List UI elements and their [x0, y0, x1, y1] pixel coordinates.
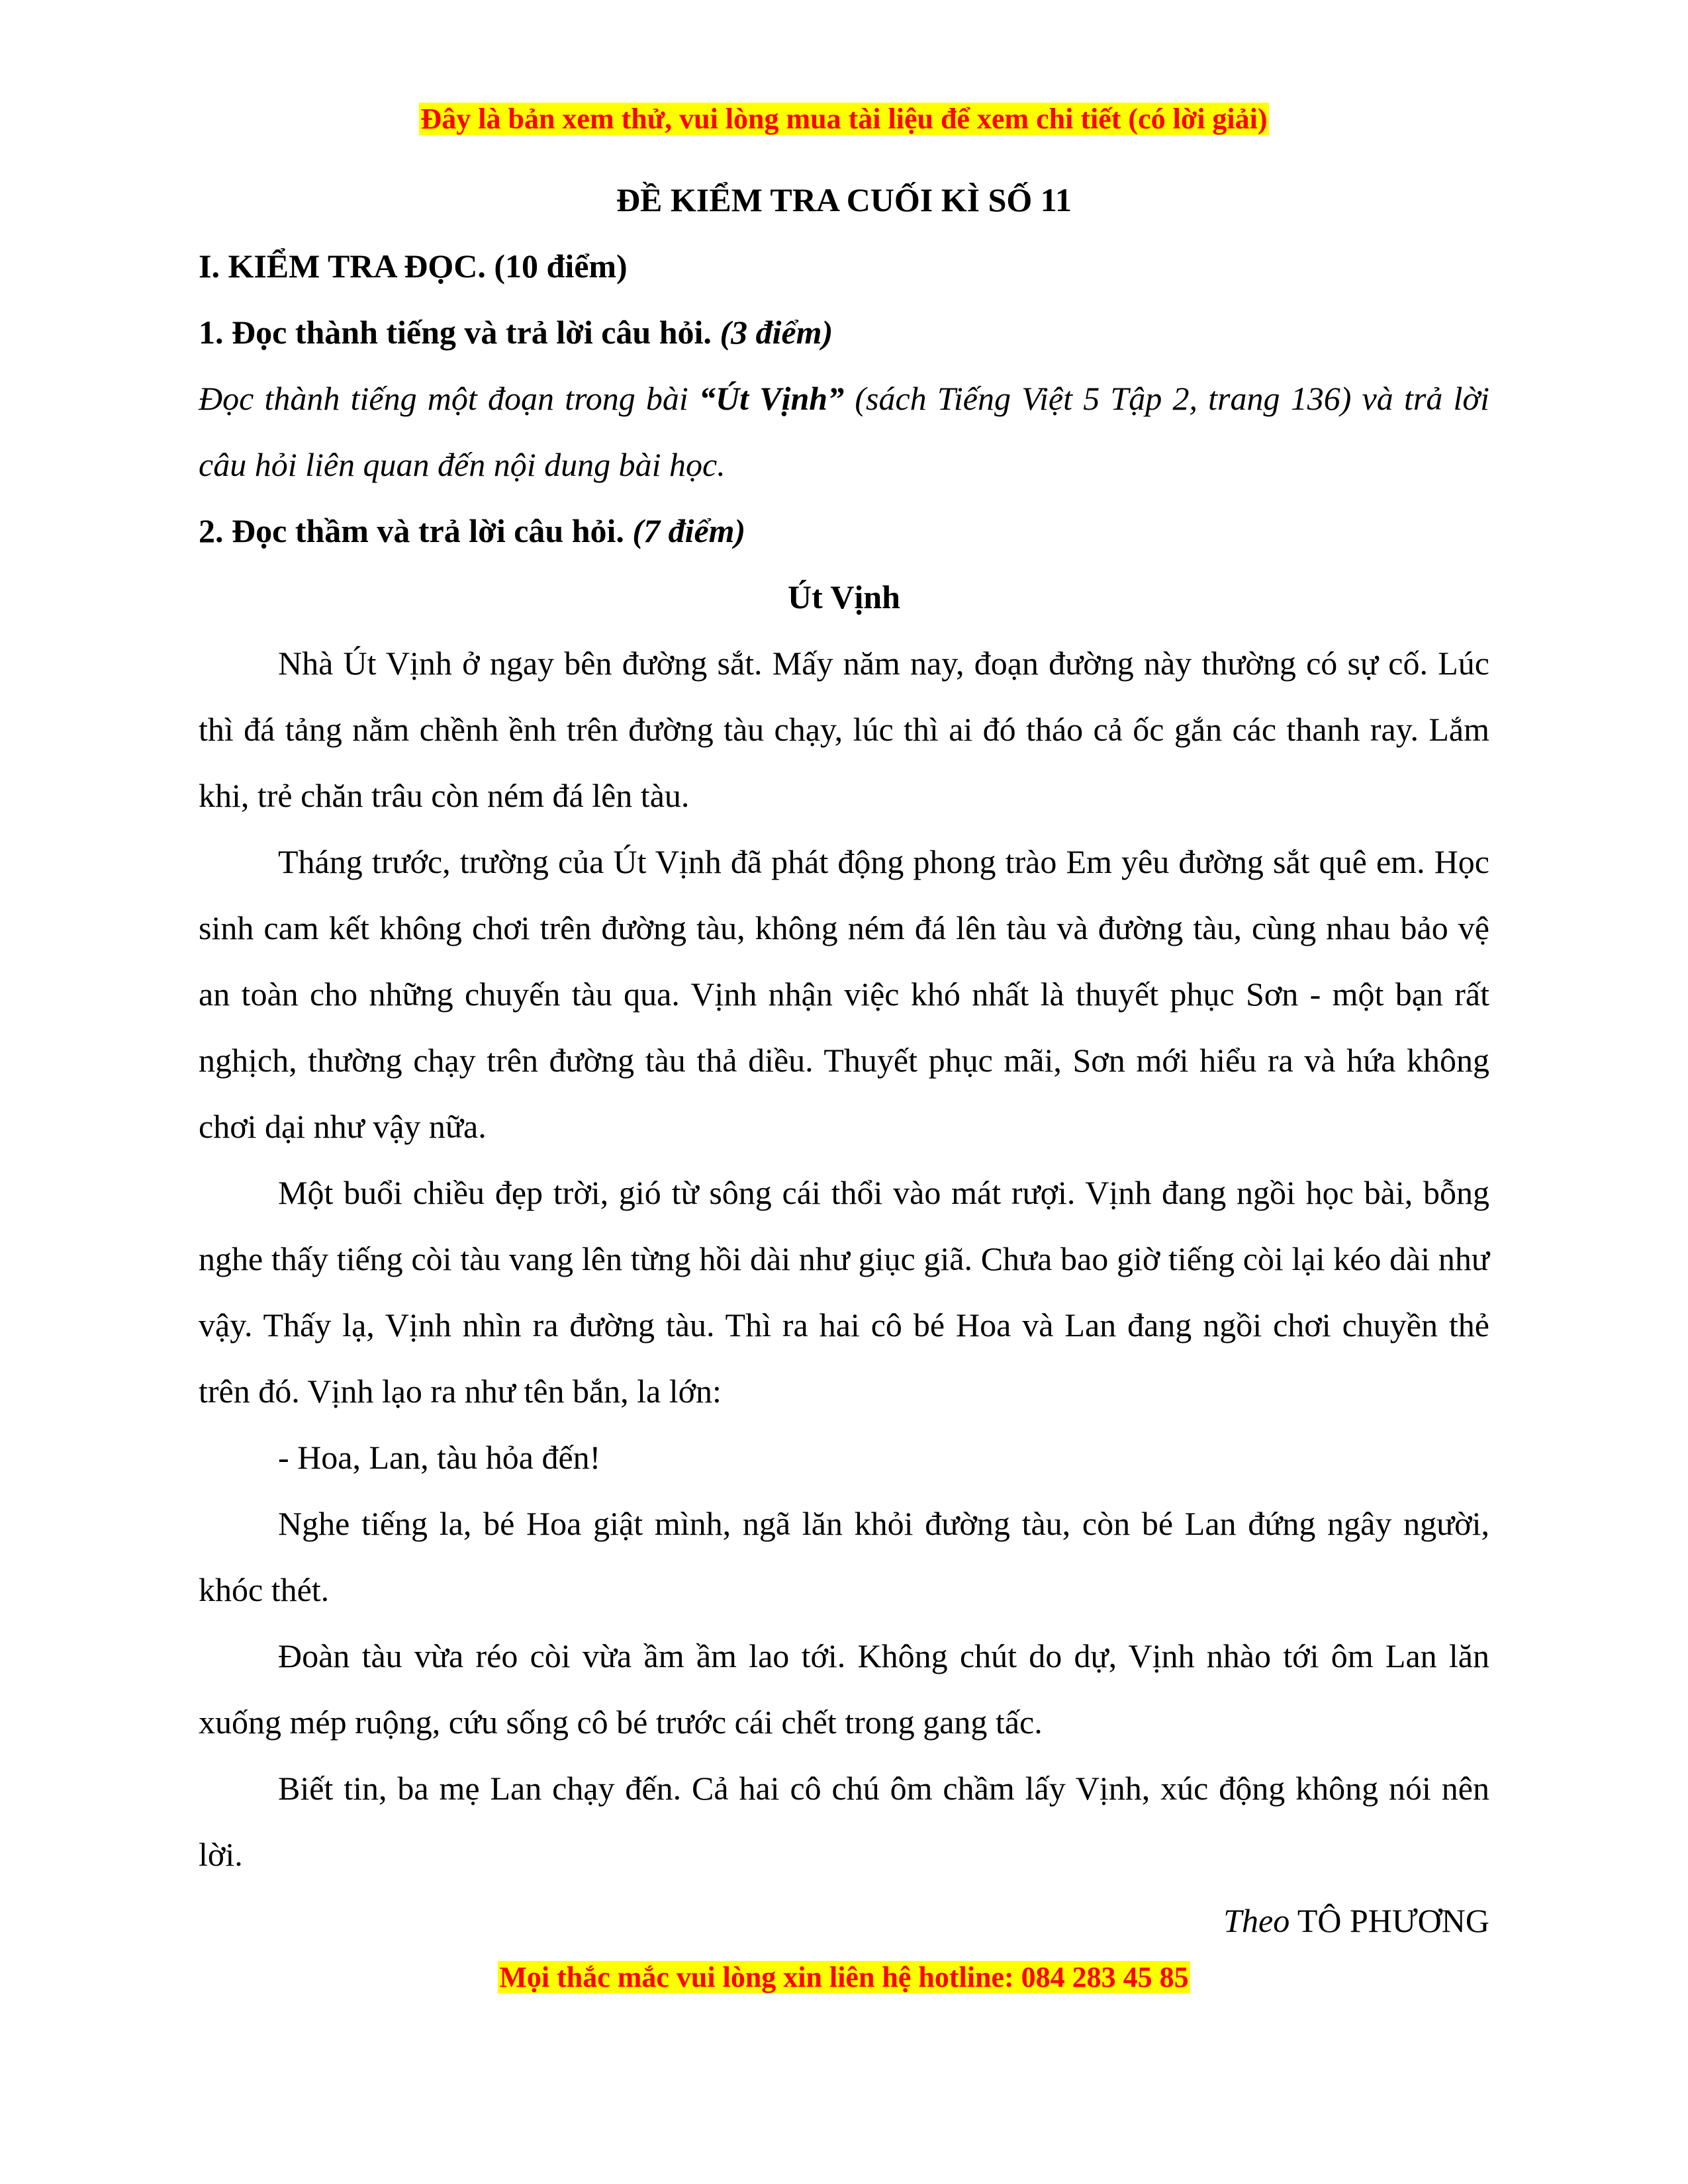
document-page [199, 99, 1489, 1997]
preview-notice-text: Đây là bản xem thử, vui lòng mua tài liệu để xem chi tiết (có lời giải) [420, 103, 1268, 135]
story-paragraph: Nghe tiếng la, bé Hoa giật mình, ngã lăn khỏi đường tàu, còn bé Lan đứng ngây người, khóc thét. [199, 1505, 1489, 1608]
hotline-notice-text: Mọi thắc mắc vui lòng xin liên hệ hotline: 084 283 45 85 [499, 1961, 1189, 1993]
story-paragraph: Biết tin, ba mẹ Lan chạy đến. Cả hai cô chú ôm chầm lấy Vịnh, xúc động không nói nên lời. [199, 1770, 1489, 1873]
exam-title: ĐỀ KIỂM TRA CUỐI KÌ SỐ 11 [616, 181, 1072, 218]
part-1-heading-text: 1. Đọc thành tiếng và trả lời câu hỏi. [199, 314, 712, 351]
hotline-notice [199, 1958, 1489, 1997]
part-1-instruction [199, 365, 1489, 498]
story-dialogue: - Hoa, Lan, tàu hỏa đến! [278, 1439, 601, 1476]
part-1-heading [199, 299, 1489, 365]
story-paragraph: Một buổi chiều đẹp trời, gió từ sông cái thổi vào mát rượi. Vịnh đang ngồi học bài, bỗng nghe thấy tiếng còi tàu vang lên từng hồi dài như giục giã. Chưa bao giờ tiếng còi lại kéo dài như vậy. Thấy lạ, Vịnh nhìn ra đường tàu. Thì ra hai cô bé Hoa và Lan đang ngồi chơi chuyền thẻ trên đó. Vịnh lạo ra như tên bắn, la lớn: [199, 1174, 1489, 1410]
section-reading-heading: I. KIỂM TRA ĐỌC. (10 điểm) [199, 248, 628, 285]
story-paragraph: Nhà Út Vịnh ở ngay bên đường sắt. Mấy năm nay, đoạn đường này thường có sự cố. Lúc thì đá tảng nằm chềnh ềnh trên đường tàu chạy, lúc thì ai đó tháo cả ốc gắn các thanh ray. Lắm khi, trẻ chăn trâu còn ném đá lên tàu. [199, 645, 1489, 814]
source-prefix: Theo [1223, 1902, 1290, 1939]
preview-notice [199, 99, 1489, 139]
instruction-after: (sách Tiếng Việt 5 Tập 2, trang 136) và trả lời câu hỏi liên quan đến nội dung bài học. [199, 380, 1490, 483]
instruction-title: “Út Vịnh” [699, 380, 845, 417]
instruction-before: Đọc thành tiếng một đoạn trong bài [199, 380, 700, 417]
source-author: TÔ PHƯƠNG [1297, 1902, 1489, 1939]
part-2-points: (7 điểm) [632, 512, 746, 549]
story-title: Út Vịnh [788, 578, 900, 615]
part-2-heading-text: 2. Đọc thầm và trả lời câu hỏi. [199, 512, 624, 549]
part-1-points: (3 điểm) [720, 314, 833, 351]
part-2-heading [199, 498, 1489, 564]
story-paragraph: Đoàn tàu vừa réo còi vừa ầm ầm lao tới. Không chút do dự, Vịnh nhào tới ôm Lan lăn xuống mép ruộng, cứu sống cô bé trước cái chết trong gang tấc. [199, 1637, 1489, 1741]
story-source [199, 1888, 1489, 1954]
story-paragraph: Tháng trước, trường của Út Vịnh đã phát động phong trào Em yêu đường sắt quê em. Học sinh cam kết không chơi trên đường tàu, không ném đá lên tàu và đường tàu, cùng nhau bảo vệ an toàn cho những chuyến tàu qua. Vịnh nhận việc khó nhất là thuyết phục Sơn - một bạn rất nghịch, thường chạy trên đường tàu thả diều. Thuyết phục mãi, Sơn mới hiểu ra và hứa không chơi dại như vậy nữa. [199, 843, 1489, 1145]
